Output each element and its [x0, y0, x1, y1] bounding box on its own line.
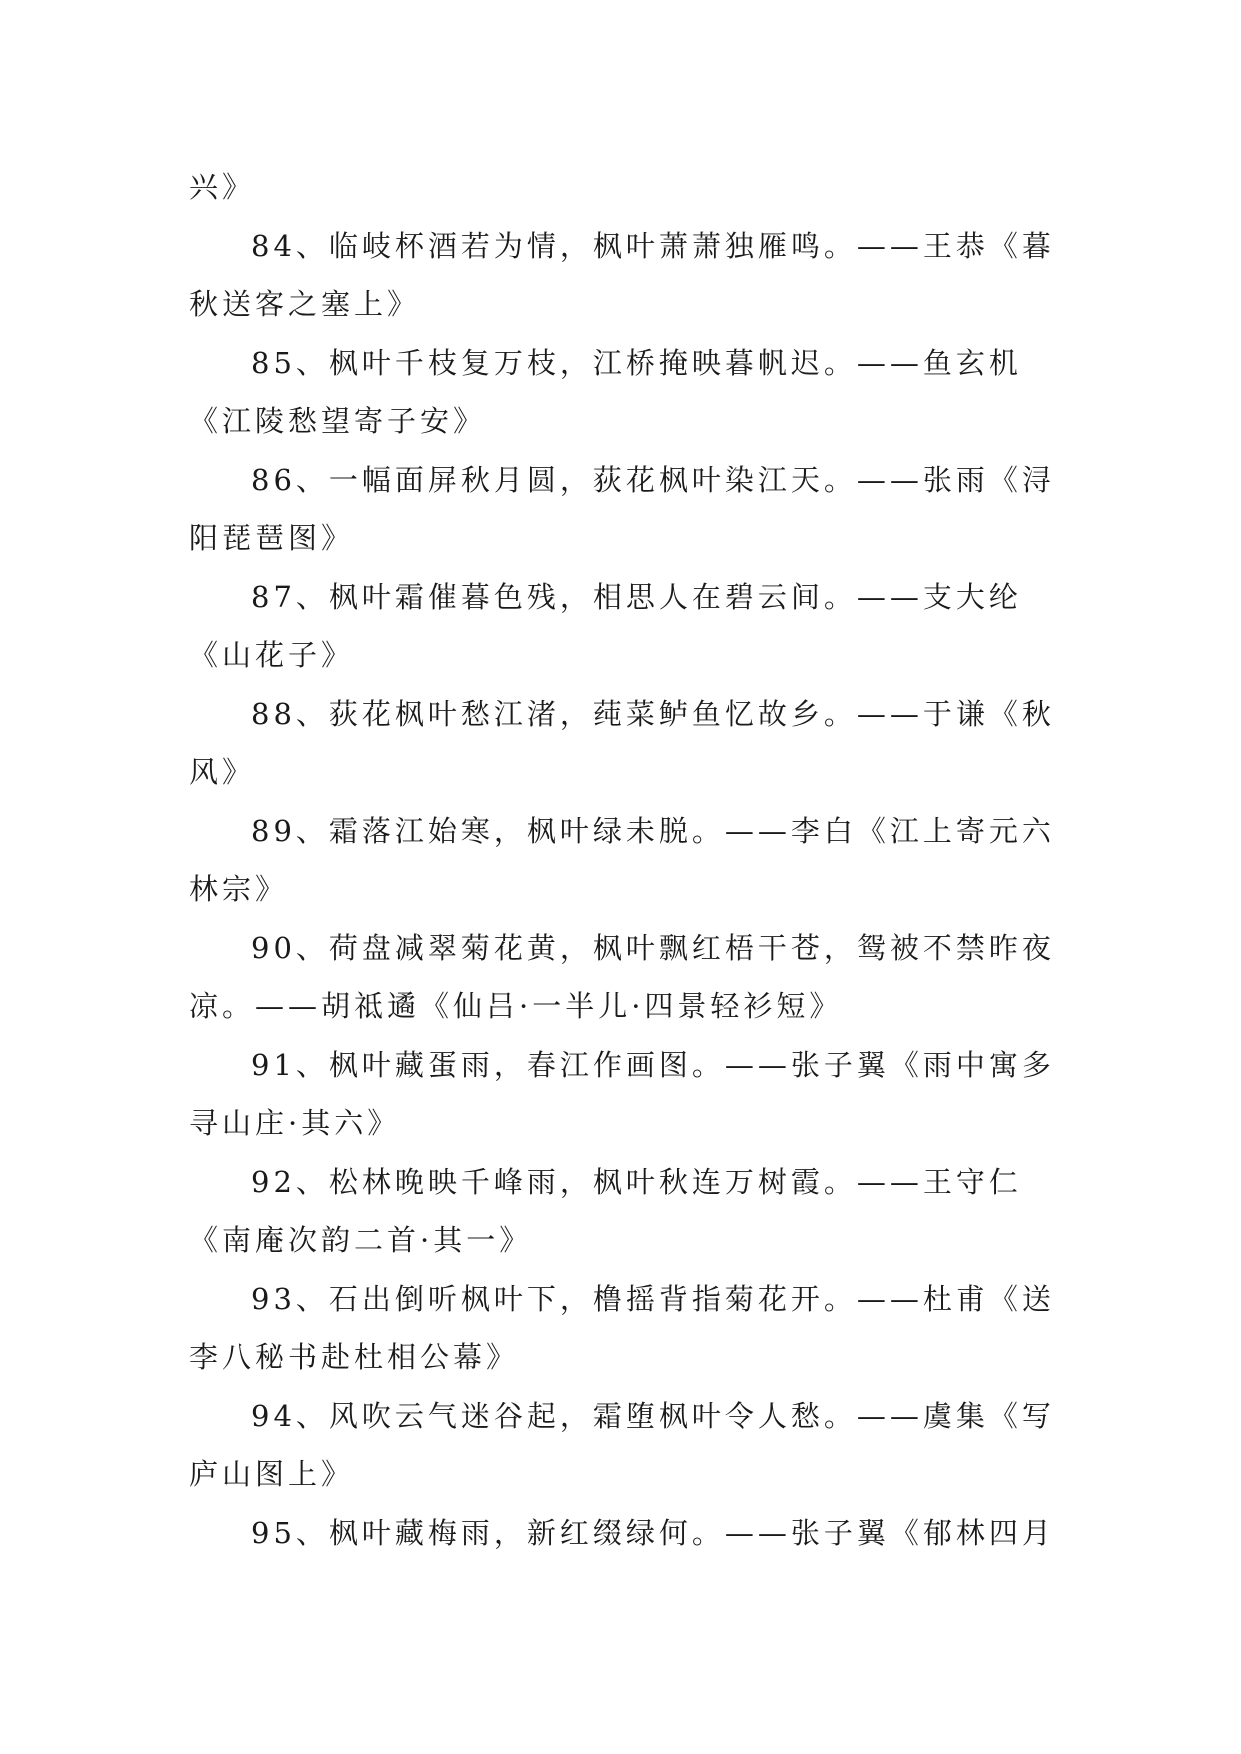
text-line: 95、枫叶藏梅雨，新红缀绿何。——张子翼《郁林四月 [251, 1515, 1055, 1550]
text-line: 93、石出倒听枫叶下，橹摇背指菊花开。——杜甫《送 [251, 1281, 1055, 1316]
text-line: 88、荻花枫叶愁江渚，莼菜鲈鱼忆故乡。——于谦《秋 [251, 696, 1055, 731]
text-line: 《山花子》 [189, 638, 355, 672]
text-line: 94、风吹云气迷谷起，霜堕枫叶令人愁。——虞集《写 [251, 1398, 1055, 1433]
text-line: 风》 [189, 755, 256, 789]
text-line: 90、荷盘减翠菊花黄，枫叶飘红梧干苍，鸳被不禁昨夜 [251, 930, 1055, 965]
text-line: 庐山图上》 [189, 1457, 355, 1491]
text-line: 林宗》 [189, 872, 289, 906]
text-line: 84、临岐杯酒若为情，枫叶萧萧独雁鸣。——王恭《暮 [251, 228, 1055, 263]
text-line: 89、霜落江始寒，枫叶绿未脱。——李白《江上寄元六 [251, 813, 1055, 848]
text-line: 凉。——胡祗遹《仙吕·一半儿·四景轻衫短》 [189, 989, 843, 1023]
text-line: 85、枫叶千枝复万枝，江桥掩映暮帆迟。——鱼玄机 [251, 345, 1022, 380]
text-line: 阳琵琶图》 [189, 521, 355, 555]
text-line: 李八秘书赴杜相公幕》 [189, 1340, 520, 1374]
text-line: 寻山庄·其六》 [189, 1106, 401, 1140]
text-line: 兴》 [189, 170, 256, 204]
text-line: 87、枫叶霜催暮色残，相思人在碧云间。——支大纶 [251, 579, 1022, 614]
text-line: 《江陵愁望寄子安》 [189, 404, 487, 438]
text-line: 《南庵次韵二首·其一》 [189, 1223, 533, 1257]
text-line: 秋送客之塞上》 [189, 287, 421, 321]
document-body [189, 158, 1059, 1562]
text-line: 91、枫叶藏蛋雨，春江作画图。——张子翼《雨中寓多 [251, 1047, 1055, 1082]
text-line: 86、一幅面屏秋月圆，荻花枫叶染江天。——张雨《浔 [251, 462, 1055, 497]
text-line: 92、松林晚映千峰雨，枫叶秋连万树霞。——王守仁 [251, 1164, 1022, 1199]
